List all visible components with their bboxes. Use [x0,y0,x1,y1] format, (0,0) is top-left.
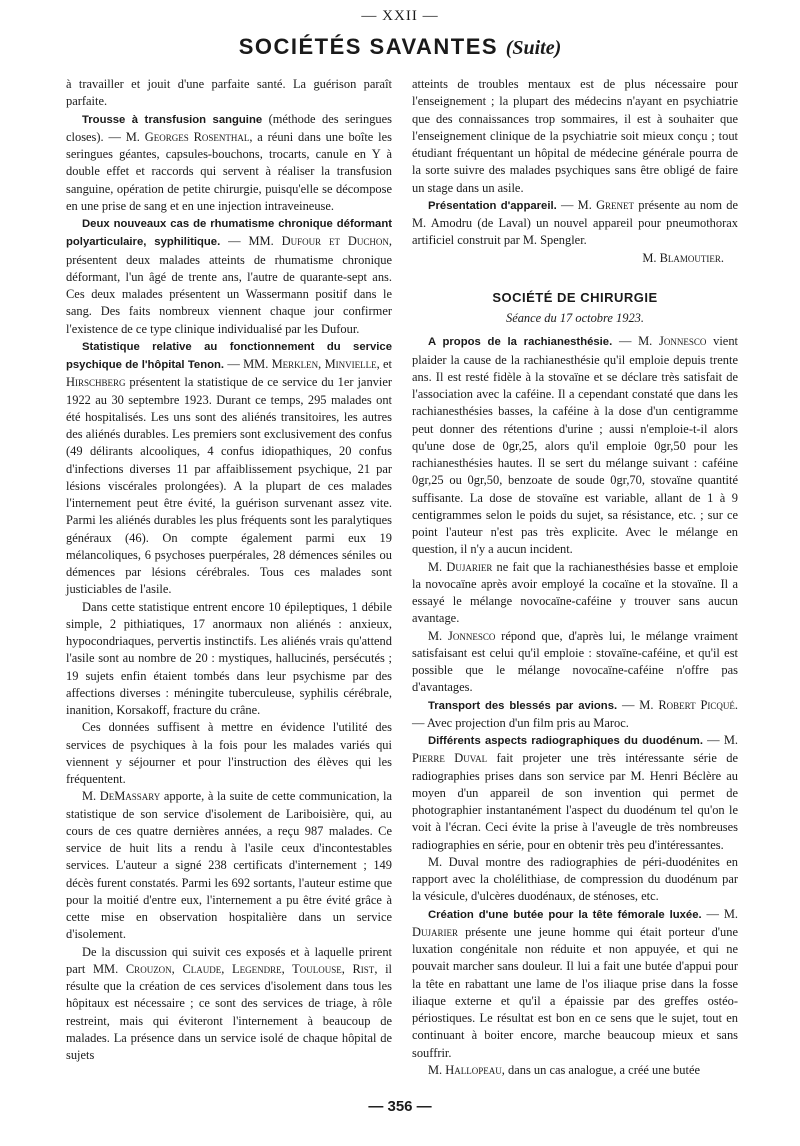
report-heading: Différents aspects radiographiques du duodénum. [428,735,703,747]
text: fait projeter une très intéressante série de radiographies prises dans son service par M. Henri Béclère au moyen d'un appareil de son invention qui permet de photographier instantanément l'aspect du duodénum tel qu'on le voit à l'écran. Ceci évite la prise à l'aveugle de très nombreuses radiographies en série, pour en obtenir très peu d'intéressantes. [412,751,739,852]
report-heading: Création d'une butée pour la tête fémorale luxée. [428,908,702,921]
text: vient plaider la cause de la rachianesthésie qu'il emploie depuis trente ans. Il est resté fidèle à la stovaïne et se déclare très satisfait de l'association avec la caféine. Il a cependant constaté que dans les rachianesthésies basses, la caféine à la dose d'un centigramme peut donner des rétentions d'urine ; aussi n'emploie-t-il alors qu'une dose de 0gr,25, alors qu'il emploie 0gr,50 pour les rachianesthésies hautes. Il se sert du mélange suivant : caféine 0gr,25 ou 0gr,50, benzoate de soude 0gr,70, stovaïne quantité suffisante. La dose de stovaïne est variable, allant de 1 à 9 centigrammes selon le poids du sujet, sa résistance, etc. ; sur ce point l'auteur n'est pas très explicite. Avec le mélange en question, il n'y a aucun incident. [412,334,738,557]
text: . — Avec projection d'un film pris au Maroc. [412,697,738,730]
text: répond que, d'après lui, le mélange vraiment satisfaisant est celui qu'il emploie : stovaïne-caféine, et qu'il est possible que le mélange novocaïne-caféine n'offre pas d'avantages. [412,628,738,695]
author-name: Dujarier [412,924,458,939]
text: — M. [701,906,738,921]
text: M. [428,1062,446,1077]
session-date: Séance du 17 octobre 1923. [505,311,645,325]
author-name: Robert Picqué [658,697,735,712]
text: présente au nom de M. Amodru (de Laval) un nouvel appareil pour pneumothorax artificiel construit par M. Spengler. [412,197,739,248]
text: M. [428,559,447,574]
paragraph-hallopeau [412,1062,738,1079]
report-heading: Statistique relative au fonctionnement du service psychique de l'hôpital Tenon. [66,340,392,371]
text: — M. [556,197,597,212]
author-name: Pierre Duval [412,751,488,766]
text: , a réuni dans une boîte les seringues géantes, capsules-bouchons, trocarts, canule en Y à double effet et raccords qui servent à réaliser la transfusion sanguine, opération de petite chirurgie, puisqu'elle se décompose en une prise de sang et en une injection intraveineuse. [66,129,392,213]
text: , il résulte que la création de ces services d'isolement dans tous les hôpitaux est nécessaire ; ce sont des services de triage, à rôle restreint, mais qui éviteront l'internement à beaucoup de malades. La présence dans un service isolé de chaque hôpital de sujets [66,961,392,1062]
author-name: Jonnesco [659,334,707,349]
author-name: Dujarier [446,559,493,574]
report-transfusion [66,111,392,216]
paragraph: Dans cette statistique entrent encore 10 épileptiques, 1 débile simple, 2 pithiatiques, 17 anormaux non aliénés : anxieux, hypocondriaques, pervertis instinctifs. Les aliénés vrais qu'attend l'asile sont au nombre de 20 : mystiques, hallucinés, persécutés ; 19 sujets enfin étaient tombés dans leur psychisme par des affections diverses : méningite tuberculeuse, syphilis cérébrale, inanition, Korsakoff, fracture du crâne. [66,599,392,717]
society-heading: SOCIÉTÉ DE CHIRURGIE [492,289,658,305]
report-rachianesthesie [412,333,738,558]
right-column [412,76,738,1079]
masthead-title: SOCIÉTÉS SAVANTES [238,34,499,59]
author-name: Grenet [596,197,635,212]
text: M. [428,628,448,643]
paragraph-jonnesco [412,628,738,697]
text: M. [82,789,100,804]
text: , dans un cas analogue, a créé une butée [501,1062,700,1077]
report-rhumatisme [66,215,392,338]
paragraph: Ces données suffisent à mettre en évidence l'utilité des services de psychiques à la fois pour les malades variés qui viennent y séjourner et pour l'instruction des élèves qui les fréquentent. [66,720,392,786]
report-heading: A propos de la rachianesthésie. [428,336,613,349]
report-appareil [412,197,738,250]
report-heading: Deux nouveaux cas de rhumatisme chronique déformant polyarticulaire, syphilitique. [66,218,392,249]
paragraph-dujarier [412,559,738,628]
paragraph: atteints de troubles mentaux est de plus nécessaire pour l'enseignement ; la plupart des médecins n'ayant en psychiatrie que des connaissances trop sommaires, il est à souhaiter que l'enseignement clinique de la psychiatrie soit mieux conçu ; tout étudiant fréquentant un hôpital de médecine générale pourra de la sorte suivre des malades psychiques sans être obligé de faire un stage dans un asile. [412,77,738,195]
masthead-suite: (Suite) [505,37,562,59]
text: — MM. [224,357,272,371]
page-number: — 356 — [368,1098,432,1115]
author-name: Hirschberg [66,375,126,390]
author-name: Merklen, Minvielle, [271,357,380,371]
paragraph: M. Duval montre des radiographies de péri-duodénites en rapport avec la cholélithiase, de compression du duodénum par la vésicule, d'ulcères duodénaux, de sténoses, etc. [412,854,738,904]
paragraph: à travailler et jouit d'une parfaite santé. La guérison paraît parfaite. [66,77,392,109]
text: ne fait que la rachianesthésies basse et emploie la novocaïne après avoir employé la cocaïne et la stovaïne. Il a essayé le mélange novocaïne-caféine y trouver sans aucun avantage. [412,559,738,626]
section-masthead [0,34,800,60]
text: — M. [617,697,659,712]
report-heading: Trousse à transfusion sanguine [82,113,263,126]
signature: M. Blamoutier. [642,250,724,265]
author-name: Georges Rosenthal [144,129,250,144]
text: — MM. [220,234,282,249]
text: , présentent deux malades atteints de rhumatisme chronique déformant, l'un âgé de trente ans, l'autre de quarante-sept ans. Ces deux malades présentent un Wassermann positif dans le sang. Des faits nombreux viennent chaque jour confirmer l'existence de ce type clinique individualisé par les Dufour. [66,234,392,336]
text: présente une jeune homme qui était porteur d'une luxation congénitale non réduite et non appuyée, et qui ne pouvait marcher sans douleur. Il lui a fait une butée d'appui pour la tête en rabattant une lame de l'os iliaque prise dans la fosse iliaque externe et qu'il a épaissie par des greffes ostéo-périostiques. Le résultat est bon en ce sens que le sujet, tout en continuant à boiter encore, marche beaucoup mieux et sans souffrir. [412,924,738,1060]
report-statistique [66,338,392,599]
author-name: DeMassary [99,789,161,804]
author-name: Dufour et Duchon [281,234,389,249]
author-name: Hallopeau [445,1062,502,1077]
report-butee [412,906,738,1062]
author-name: Jonnesco [448,628,496,643]
roman-numeral-header: — XXII — [361,8,439,24]
report-transport [412,697,738,733]
text: et [379,357,392,371]
text: présentent la statistique de ce service du 1er janvier 1922 au 30 septembre 1923. Durant ce temps, 295 malades ont été hospitalisés. Les uns sont des aliénés transitoires, les autres des aliénés durables. Les premiers sont exclusivement des confus (49 délirants alcooliques, 4 confus idiopathiques, 20 confus d'infections diverses 11 par affaiblissement psychique, 21 par lésions viscérales prolongées). A la plupart de ces malades l'internement peut être évité, la guérison survenant assez vite. Parmi les aliénés durables les plus fréquents sont les paralytiques généraux (46). On compte également parmi eux 19 mélancoliques, 6 psychoses puerpérales, 28 démences séniles ou démences par lésions cérébrales. Tous ces malades sont justiciables de l'asile. [66,375,392,597]
report-heading: Transport des blessés par avions. [428,699,618,712]
text: — M. [612,334,660,349]
left-column [66,76,392,1064]
author-name: Crouzon, Claude, Legendre, Toulouse, Rist [125,961,375,976]
text: — M. [702,733,738,747]
report-heading: Présentation d'appareil. [428,199,557,212]
report-duodenum [412,732,738,854]
text: De la discussion qui suivit ces exposés et à laquelle prirent part MM. [66,944,392,976]
paragraph-discussion [66,944,392,1065]
paragraph-demassary [66,788,392,943]
text: (méthode des seringues closes). — M. [66,111,392,144]
text: apporte, à la suite de cette communication, la statistique de son service d'isolement de Lariboisière, qui, au cours de ces quatre dernières années, a reçu 987 malades. Ce service de huit lits a rendu à l'asile ceux d'incontestables services. L'auteur a signé 238 certificats d'internement ; 149 décès furent constatés. Parmi les 692 sortants, l'auteur estime que pour la moitié d'entre eux, l'internement a pu être évité grâce à cette mise en observation hospitalière dans un service d'isolement. [66,789,392,942]
